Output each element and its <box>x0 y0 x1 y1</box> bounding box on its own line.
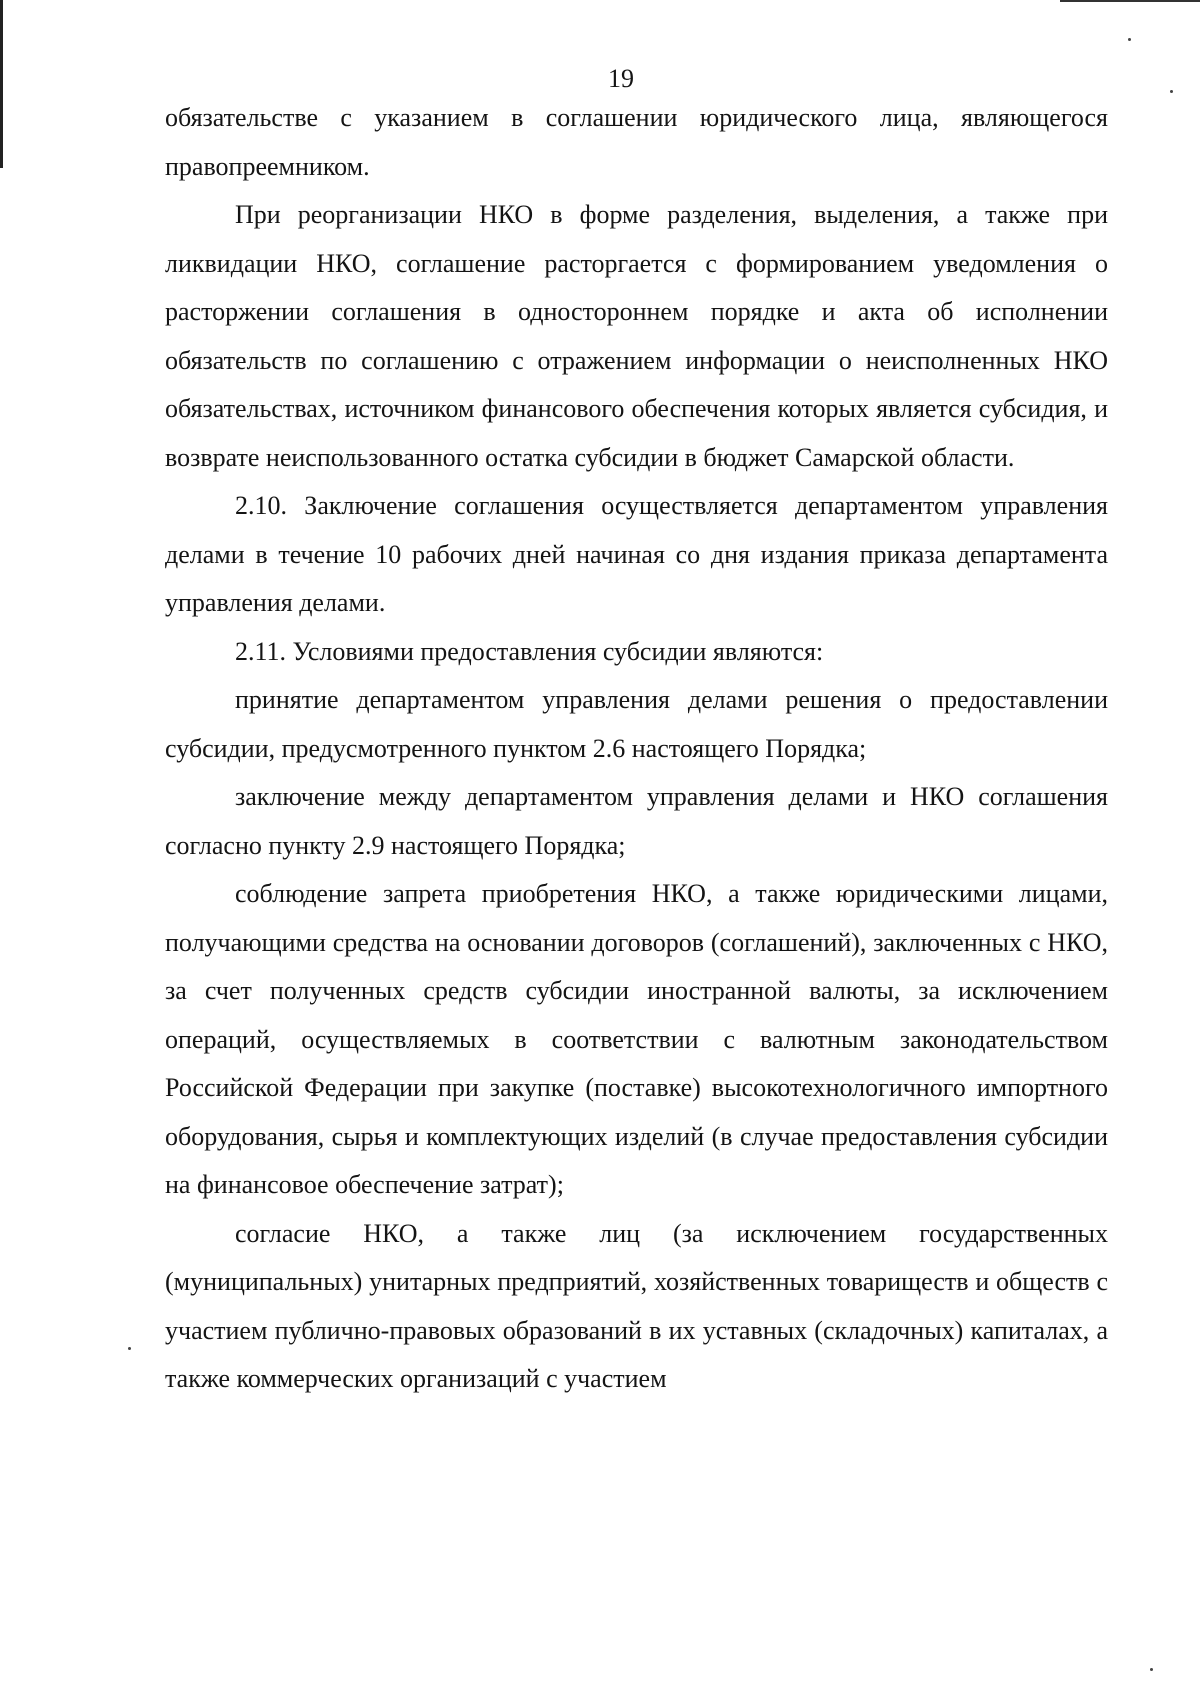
paragraph: 2.11. Условиями предоставления субсидии являются: <box>235 636 824 666</box>
scan-speck <box>1170 90 1173 93</box>
paragraph: При реорганизации НКО в форме разделения, выделения, а также при ликвидации НКО, соглашение расторгается с формированием уведомления о расторжении соглашения в одностороннем порядке и акта об исполнении обязательств по соглашению с отражением информации о неисполненных НКО обязательствах, источником финансового обеспечения которых является субсидия, и возврате неиспользованного остатка субсидии в бюджет Самарской области. <box>165 200 1108 472</box>
paragraph: обязательстве с указанием в соглашении юридического лица, являющегося правопреемником. <box>165 103 1108 181</box>
paragraph: 2.10. Заключение соглашения осуществляется департаментом управления делами в течение 10 рабочих дней начиная со дня издания приказа департамента управления делами. <box>165 491 1108 617</box>
paragraph: согласие НКО, а также лиц (за исключением государственных (муниципальных) унитарных предприятий, хозяйственных товариществ и обществ с участием публично-правовых образований в их уставных (складочных) капиталах, а также коммерческих организаций с участием <box>165 1218 1108 1393</box>
paragraph: соблюдение запрета приобретения НКО, а также юридическими лицами, получающими средства на основании договоров (соглашений), заключенных с НКО, за счет полученных средств субсидии иностранной валюты, за исключением операций, осуществляемых в соответствии с валютным законодательством Российской Федерации при закупке (поставке) высокотехнологичного импортного оборудования, сырья и комплектующих изделий (в случае предоставления субсидии на финансовое обеспечение затрат); <box>165 879 1108 1199</box>
scan-speck <box>1128 38 1131 41</box>
scan-edge-mark <box>1060 0 1200 2</box>
scan-speck <box>128 1347 131 1350</box>
paragraph: заключение между департаментом управления делами и НКО соглашения согласно пункту 2.9 настоящего Порядка; <box>165 782 1108 860</box>
page-number: 19 <box>608 64 634 93</box>
scan-speck <box>1150 1668 1153 1671</box>
paragraph: принятие департаментом управления делами решения о предоставлении субсидии, предусмотренного пунктом 2.6 настоящего Порядка; <box>165 685 1108 763</box>
document-body <box>165 94 1108 1404</box>
